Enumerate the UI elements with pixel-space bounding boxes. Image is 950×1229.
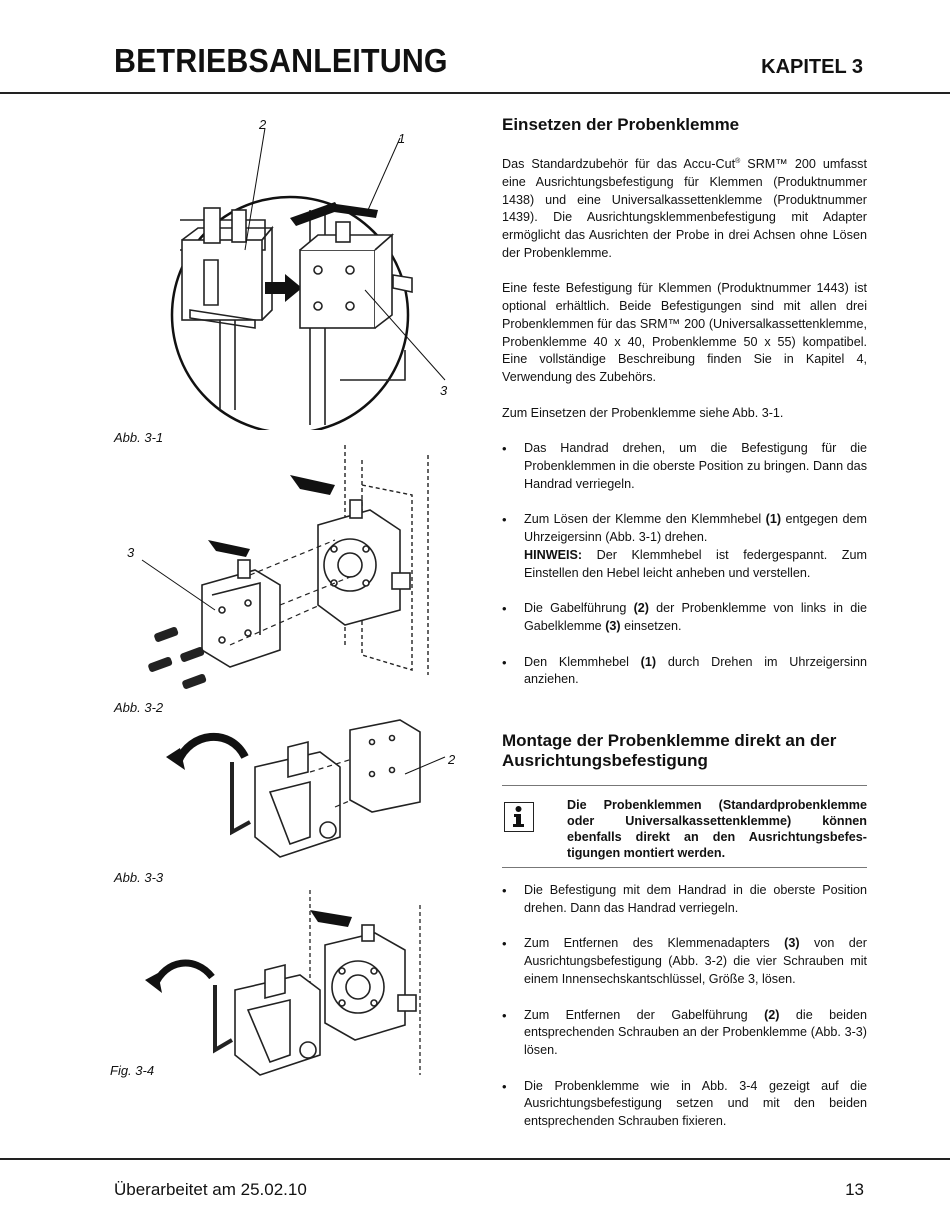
figure-caption-abb-3-2: Abb. 3-2 (114, 700, 164, 715)
list-item: • Den Klemmhebel (1) durch Drehen im Uhrzeigersinn anziehen. (502, 654, 867, 689)
list-item: • Zum Entfernen der Gabelführung (2) die beiden entsprechenden Schrauben an der Probenklemme (Abb. 3-3) lösen. (502, 1007, 867, 1060)
header-rule (0, 92, 950, 94)
callout-3: 3 (127, 545, 135, 560)
paragraph-see-figure: Zum Einsetzen der Probenklemme siehe Abb. 3-1. (502, 405, 784, 420)
chapter-label: KAPITEL 3 (761, 56, 863, 78)
list-item: • Die Probenklemme wie in Abb. 3-4 gezeigt auf die Ausrichtungsbefestigung setzen und mit den beiden entsprechenden Schrauben fixieren. (502, 1078, 867, 1131)
list-item: • Die Befestigung mit dem Handrad in die oberste Position drehen. Dann das Handrad verriegeln. (502, 882, 867, 917)
figure-caption-fig-3-4: Fig. 3-4 (110, 1063, 155, 1078)
exploded-clamp-illustration (130, 445, 450, 695)
figure-abb-3-2 (130, 445, 450, 695)
text-column (502, 115, 867, 1131)
callout-2: 2 (448, 752, 456, 767)
page-number: 13 (845, 1180, 864, 1199)
callout-3: 3 (440, 383, 448, 398)
callout-2: 2 (259, 117, 267, 132)
list-item: • Das Handrad drehen, um die Befestigung für die Probenklemmen in die oberste Position zu bringen. Dann das Handrad verriegeln. (502, 440, 867, 493)
fork-guide-removal-illustration (160, 712, 460, 877)
paragraph-standard-accessories: Das Standardzubehör für das Accu-Cut® SRM™ 200 umfasst eine Ausrichtungsbefestigung für Klemmen (Produktnummer 1438) und eine Universalkassettenklemme (Produktnummer 1439). Die Ausrichtungsklemmenbefestigung mit Adapter ermöglicht das Ausrichten der Probe in drei Achsen ohne Lösen der Probenklemme. (502, 157, 867, 260)
figure-caption-abb-3-1: Abb. 3-1 (114, 430, 164, 445)
info-icon (504, 802, 534, 832)
instruction-list-direct-mount (502, 882, 867, 1131)
figure-abb-3-1 (160, 110, 460, 430)
clamp-insertion-illustration (160, 110, 460, 430)
info-note (502, 785, 867, 868)
section-heading-insert-clamp: Einsetzen der Probenklemme (502, 115, 740, 134)
paragraph-fixed-mount: Eine feste Befestigung für Klemmen (Produktnummer 1443) ist optional erhältlich. Beide Befestigungen sind mit allen drei Probenklemmen für das SRM™ 200 (Universalkassettenklemme, Probenklemme 40 x 40, Probenklemme 50 x 55) kompatibel. Eine vollständige Beschreibung finden Sie in Kapitel 4, Verwendung des Zubehörs. (502, 281, 867, 384)
revision-date: Überarbeitet am 25.02.10 (114, 1180, 307, 1199)
note-text: Die Probenklemmen (Standardprobenklemme oder Universalkassettenklemme) können ebenfalls direkt an den Ausrichtungsbefestigungen montiert werden. (567, 798, 867, 861)
figure-abb-3-3 (160, 712, 460, 877)
footer-rule (0, 1158, 950, 1160)
callout-1: 1 (398, 131, 406, 146)
figure-fig-3-4 (140, 885, 440, 1085)
instruction-list-insert (502, 440, 867, 689)
direct-mounting-illustration (140, 885, 440, 1085)
section-heading-direct-mount: Montage der Probenklemme direkt an der Ausrichtungsbefestigung (502, 731, 837, 771)
list-item: • Die Gabelführung (2) der Probenklemme von links in die Gabelklemme (3) einsetzen. (502, 600, 867, 635)
document-title: BETRIEBSANLEITUNG (114, 42, 448, 79)
list-item: • Zum Lösen der Klemme den Klemmhebel (1) entgegen dem Uhrzeigersinn (Abb. 3-1) drehen. HINWEIS: Der Klemmhebel ist federgespannt. Zum Einstellen den Hebel leicht anheben und verstellen. (502, 511, 867, 582)
list-item: • Zum Entfernen des Klemmenadapters (3) von der Ausrichtungsbefestigung (Abb. 3-2) die vier Schrauben mit einem Innensechskantschlüssel, Größe 3, lösen. (502, 935, 867, 988)
figure-caption-abb-3-3: Abb. 3-3 (114, 870, 164, 885)
